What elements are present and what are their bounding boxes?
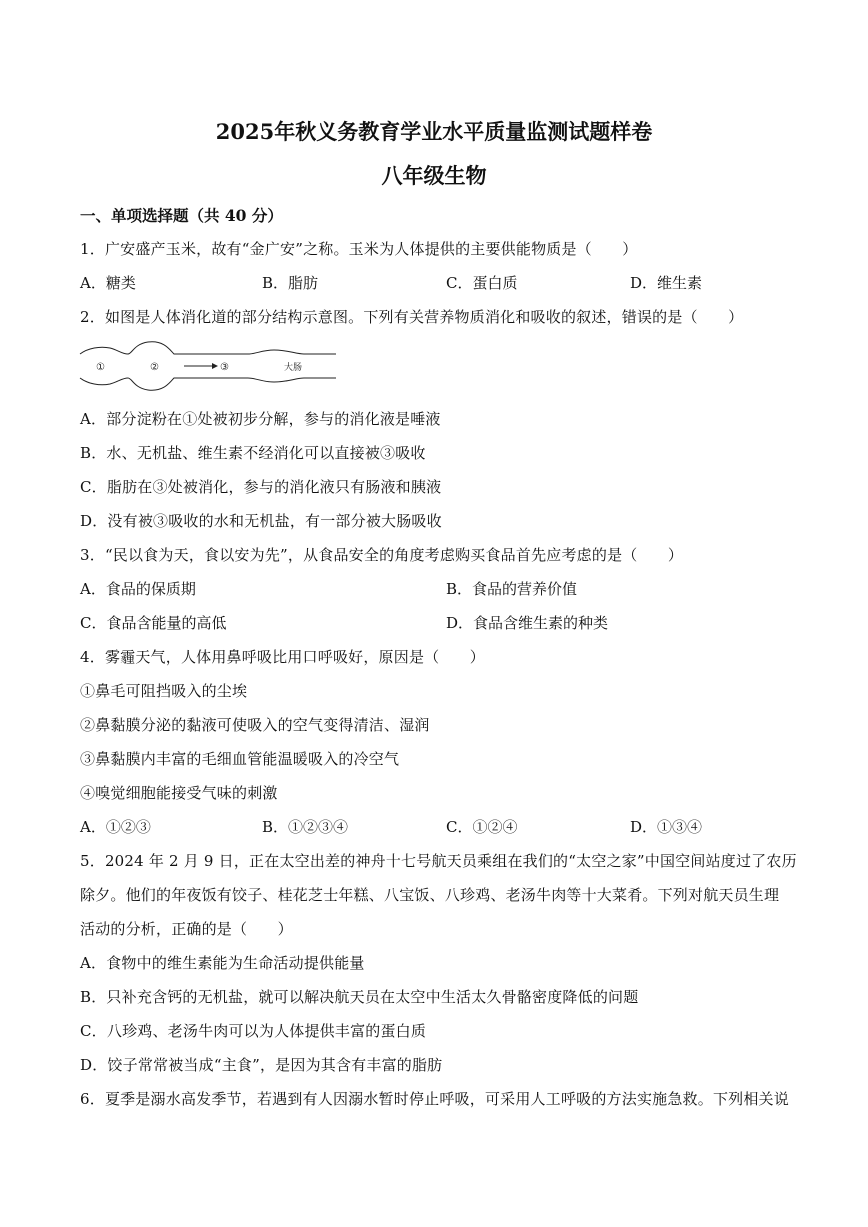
digestive-tract-diagram (78, 338, 340, 392)
q2-option-c: C．脂肪在③处被消化，参与的消化液只有肠液和胰液 (80, 478, 442, 496)
q2-option-b: B．水、无机盐、维生素不经消化可以直接被③吸收 (80, 444, 426, 462)
section-heading: 一、单项选择题（共 40 分） (80, 206, 283, 225)
q1-option-d: D．维生素 (630, 274, 703, 292)
q1-option-c: C．蛋白质 (446, 274, 518, 292)
diagram-label-1: ① (96, 362, 105, 373)
q2-option-a: A．部分淀粉在①处被初步分解，参与的消化液是唾液 (80, 410, 441, 428)
q2-option-d: D．没有被③吸收的水和无机盐，有一部分被大肠吸收 (80, 512, 442, 530)
exam-title: 2025年秋义务教育学业水平质量监测试题样卷 (215, 119, 653, 144)
q4-option-b: B．①②③④ (262, 818, 349, 836)
q3-option-c: C．食品含能量的高低 (80, 614, 227, 632)
q3-option-a: A．食品的保质期 (80, 580, 196, 598)
q4-option-d: D．①③④ (630, 818, 703, 836)
q4-option-c: C．①②④ (446, 818, 518, 836)
q1-option-a: A．糖类 (80, 274, 136, 292)
question-6-stem: 6．夏季是溺水高发季节，若遇到有人因溺水暂时停止呼吸，可采用人工呼吸的方法实施急救。下列相关说 (80, 1090, 789, 1108)
q1-option-b: B．脂肪 (262, 274, 319, 292)
question-3-stem: 3．“民以食为天，食以安为先”，从食品安全的角度考虑购买食品首先应考虑的是（ ） (80, 546, 684, 564)
q4-item-2: ②鼻黏膜分泌的黏液可使吸入的空气变得清洁、湿润 (80, 716, 430, 734)
question-4-stem: 4．雾霾天气，人体用鼻呼吸比用口呼吸好，原因是（ ） (80, 648, 485, 666)
q5-option-c: C．八珍鸡、老汤牛肉可以为人体提供丰富的蛋白质 (80, 1022, 427, 1040)
question-5-stem-line-2: 除夕。他们的年夜饭有饺子、桂花芝士年糕、八宝饭、八珍鸡、老汤牛肉等十大菜肴。下列对航天员生理 (80, 886, 780, 904)
question-1-stem: 1．广安盛产玉米，故有“金广安”之称。玉米为人体提供的主要供能物质是（ ） (80, 240, 638, 258)
question-2-stem: 2．如图是人体消化道的部分结构示意图。下列有关营养物质消化和吸收的叙述，错误的是（ ） (80, 308, 744, 326)
q4-option-a: A．①②③ (80, 818, 151, 836)
question-5-stem-line-1: 5．2024 年 2 月 9 日，正在太空出差的神舟十七号航天员乘组在我们的“太空之家”中国空间站度过了农历 (80, 852, 797, 870)
q4-item-3: ③鼻黏膜内丰富的毛细血管能温暖吸入的冷空气 (80, 750, 400, 768)
q5-option-b: B．只补充含钙的无机盐，就可以解决航天员在太空中生活太久骨骼密度降低的问题 (80, 988, 639, 1006)
q5-option-d: D．饺子常常被当成“主食”，是因为其含有丰富的脂肪 (80, 1056, 443, 1074)
q3-option-d: D．食品含维生素的种类 (446, 614, 609, 632)
q5-option-a: A．食物中的维生素能为生命活动提供能量 (80, 954, 365, 972)
question-5-stem-line-3: 活动的分析，正确的是（ ） (80, 920, 293, 938)
diagram-label-large-intestine: 大肠 (284, 363, 303, 373)
diagram-label-3: ③ (220, 362, 229, 373)
exam-subtitle: 八年级生物 (381, 163, 487, 188)
q4-item-1: ①鼻毛可阻挡吸入的尘埃 (80, 682, 248, 700)
q3-option-b: B．食品的营养价值 (446, 580, 578, 598)
diagram-label-2: ② (150, 362, 159, 373)
q4-item-4: ④嗅觉细胞能接受气味的刺激 (80, 784, 278, 802)
